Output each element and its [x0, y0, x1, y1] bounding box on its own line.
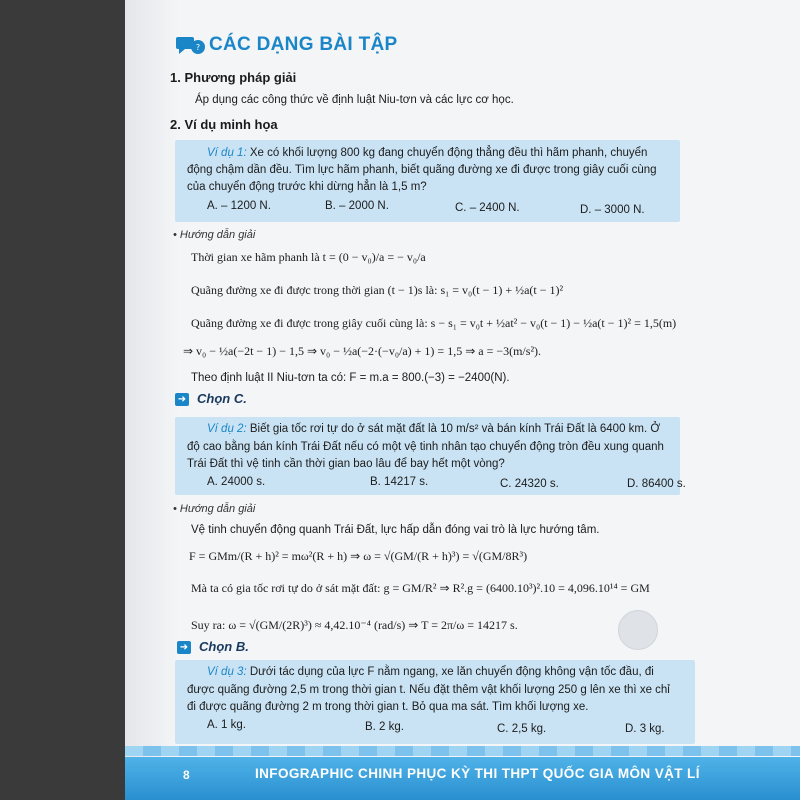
footer-title: INFOGRAPHIC CHINH PHỤC KỲ THI THPT QUỐC GIA MÔN VẬT LÍ — [255, 766, 700, 781]
solution-2-line-1: Vệ tinh chuyển động quanh Trái Đất, lực hấp dẫn đóng vai trò là lực hướng tâm. — [191, 524, 600, 536]
svg-text:?: ? — [195, 43, 201, 52]
example-3-option-d: D. 3 kg. — [625, 723, 665, 735]
example-1-option-b: B. – 2000 N. — [325, 200, 389, 212]
footer-stripe — [125, 746, 800, 756]
decorative-illustration — [618, 610, 658, 650]
solution-1-heading: • Hướng dẫn giải — [173, 229, 256, 241]
example-3-box — [175, 660, 695, 744]
example-3-line-2: được quãng đường 2,5 m trong thời gian t. Nếu đặt thêm vật khối lượng 250 g lên xe thì xe chỉ — [187, 684, 670, 696]
solution-2-line-3: Mà ta có gia tốc rơi tự do ở sát mặt đất: g = GM/R² ⇒ R².g = (6400.10³)².10 = 4,096.10¹⁴ = GM — [191, 581, 650, 595]
example-2-option-d: D. 86400 s. — [627, 478, 686, 490]
solution-2-line-4: Suy ra: ω = √(GM/(2R)³) ≈ 4,42.10⁻⁴ (rad/s) ⇒ T = 2π/ω = 14217 s. — [191, 618, 518, 632]
section-heading-examples: 2. Ví dụ minh họa — [170, 117, 278, 132]
example-1-option-a: A. – 1200 N. — [207, 200, 271, 212]
example-2-line-2: độ cao bằng bán kính Trái Đất nếu có một vệ tinh nhân tạo chuyển động tròn đều xung quanh — [187, 441, 664, 453]
arrow-right-icon: ➜ — [177, 641, 191, 654]
example-2-option-c: C. 24320 s. — [500, 478, 559, 490]
solution-2-heading: • Hướng dẫn giải — [173, 503, 256, 515]
solution-1-line-1: Thời gian xe hãm phanh là t = (0 − v₀)/a = − v₀/a — [191, 250, 426, 264]
solution-2-answer: Chọn B. — [199, 639, 249, 654]
example-1-box — [175, 140, 680, 222]
solution-1-line-5: Theo định luật II Niu-tơn ta có: F = m.a = 800.(−3) = −2400(N). — [191, 372, 510, 384]
section-heading-method: 1. Phương pháp giải — [170, 70, 297, 85]
example-2-option-a: A. 24000 s. — [207, 476, 266, 488]
page-number: 8 — [183, 768, 190, 782]
solution-1-line-3: Quãng đường xe đi được trong giây cuối cùng là: s − s₁ = v₀t + ½at² − v₀(t − 1) − ½a(t − 1)² = 1,5(m) — [191, 316, 677, 330]
solution-1-answer: Chọn C. — [197, 391, 247, 406]
example-1-line-3: của chuyển động trước khi dừng hẳn là 1,5 m? — [187, 181, 427, 193]
example-3-line-3: đi được quãng đường 2 m trong thời gian t. Bỏ qua ma sát. Tìm khối lượng xe. — [187, 701, 589, 713]
example-2-label: Ví dụ 2: — [207, 423, 247, 435]
page-title: CÁC DẠNG BÀI TẬP — [209, 34, 398, 55]
example-2-line-1: Ví dụ 2: Biết gia tốc rơi tự do ở sát mặt đất là 10 m/s² và bán kính Trái Đất là 6400 km. Ở — [207, 423, 661, 435]
example-2-option-b: B. 14217 s. — [370, 476, 429, 488]
example-3-option-b: B. 2 kg. — [365, 721, 404, 733]
example-1-option-c: C. – 2400 N. — [455, 202, 520, 214]
book-page — [125, 0, 800, 800]
example-2-line-3: Trái Đất thì vệ tinh cần thời gian bao lâu để bay hết một vòng? — [187, 458, 505, 470]
example-1-option-d: D. – 3000 N. — [580, 204, 645, 216]
example-3-option-c: C. 2,5 kg. — [497, 723, 547, 735]
example-3-option-a: A. 1 kg. — [207, 719, 246, 731]
example-1-line-2: động chậm dần đều. Tìm lực hãm phanh, biết quãng đường xe đi được trong giây cuối cùng — [187, 164, 657, 176]
solution-1-line-4: ⇒ v₀ − ½a(−2t − 1) − 1,5 ⇒ v₀ − ½a(−2·(−v₀/a) + 1) = 1,5 ⇒ a = −3(m/s²). — [183, 344, 542, 358]
method-text: Áp dụng các công thức về định luật Niu-tơn và các lực cơ học. — [195, 94, 514, 106]
example-1-label: Ví dụ 1: — [207, 147, 247, 159]
example-2-box — [175, 417, 686, 495]
example-3-line-1: Ví dụ 3: Dưới tác dụng của lực F nằm ngang, xe lăn chuyển động không vận tốc đầu, đi — [207, 666, 654, 678]
solution-2-line-2: F = GMm/(R + h)² = mω²(R + h) ⇒ ω = √(GM/(R + h)³) = √(GM/8R³) — [189, 549, 528, 563]
example-3-label: Ví dụ 3: — [207, 666, 247, 678]
solution-1-line-2: Quãng đường xe đi được trong thời gian (t − 1)s là: s₁ = v₀(t − 1) + ½a(t − 1)² — [191, 283, 564, 297]
speech-bubble-icon — [175, 35, 205, 57]
arrow-right-icon: ➜ — [175, 393, 189, 406]
example-1-line-1: Ví dụ 1: Xe có khối lượng 800 kg đang chuyển động thẳng đều thì hãm phanh, chuyển — [207, 147, 648, 159]
